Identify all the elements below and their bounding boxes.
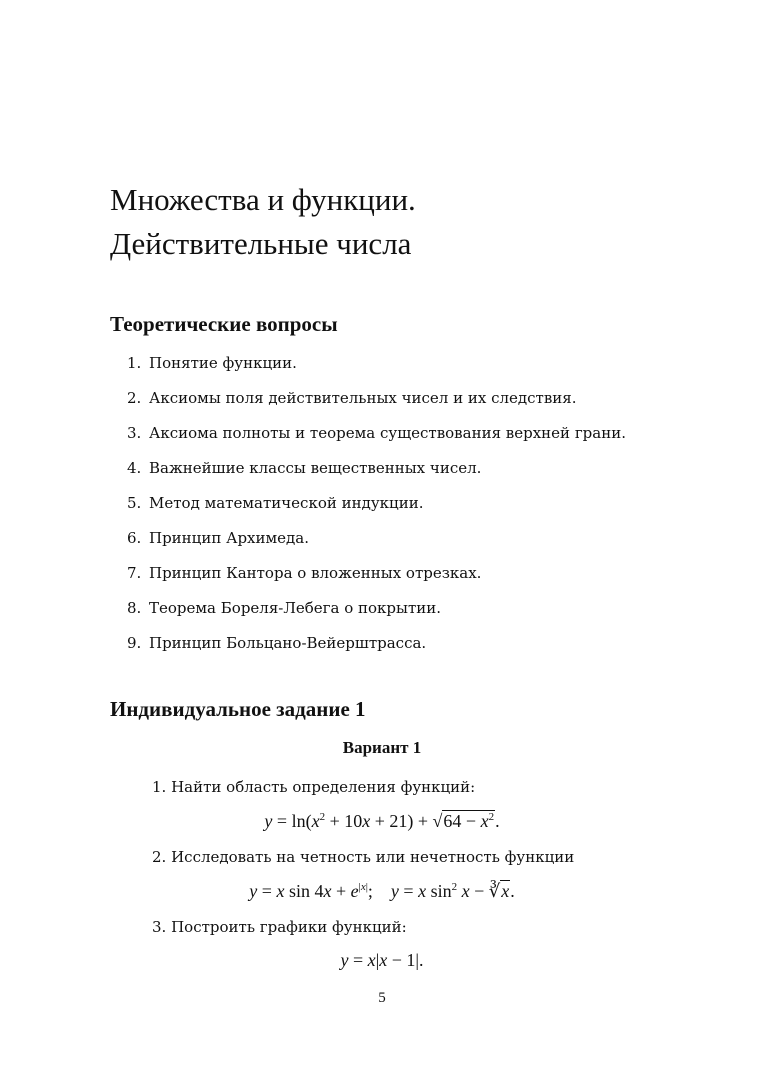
task-2 (152, 846, 574, 868)
list-item (127, 562, 626, 597)
list-item (127, 422, 626, 457)
list-item (127, 352, 626, 387)
list-item (127, 597, 626, 632)
formula-2: y = x $\sin 4x + e^{|x|}$; y = x $\sin^2 x$ − ∛x. (249, 881, 515, 901)
theory-heading: Теоретические вопросы (110, 312, 338, 336)
assignment-heading: Индивидуальное задание 1 (110, 697, 366, 721)
theory-questions-list (127, 352, 626, 667)
task-1 (152, 776, 475, 798)
item-text: Аксиомы поля действительных чисел и их следствия. (149, 389, 577, 407)
chapter-title-line-2: Действительные числа (110, 226, 412, 261)
list-item (127, 387, 626, 422)
item-number: 1. (127, 354, 142, 372)
page-number: 5 (378, 990, 386, 1006)
task-number: 3. (152, 918, 167, 936)
task-number: 2. (152, 848, 167, 866)
task-text: Исследовать на четность или нечетность функции (171, 848, 575, 866)
task-text: Построить графики функций: (171, 918, 407, 936)
list-item (127, 527, 626, 562)
item-text: Метод математической индукции. (149, 494, 424, 512)
item-number: 9. (127, 634, 142, 652)
list-item (127, 632, 626, 667)
task-3 (152, 916, 407, 938)
item-number: 6. (127, 529, 142, 547)
item-number: 8. (127, 599, 142, 617)
item-number: 4. (127, 459, 142, 477)
item-number: 7. (127, 564, 142, 582)
chapter-title-line-1: Множества и функции. (110, 182, 416, 217)
variant-title: Вариант 1 (342, 738, 422, 757)
item-text: Теорема Бореля-Лебега о покрытии. (149, 599, 442, 617)
formula-3: y = x|x − 1|. (340, 950, 424, 970)
item-text: Понятие функции. (149, 354, 297, 372)
task-text: Найти область определения функций: (171, 778, 476, 796)
item-number: 3. (127, 424, 142, 442)
item-text: Важнейшие классы вещественных чисел. (149, 459, 482, 477)
task-number: 1. (152, 778, 167, 796)
list-item (127, 457, 626, 492)
item-number: 5. (127, 494, 142, 512)
item-text: Принцип Архимеда. (149, 529, 309, 547)
item-number: 2. (127, 389, 142, 407)
item-text: Принцип Больцано-Вейерштрасса. (149, 634, 427, 652)
list-item (127, 492, 626, 527)
item-text: Аксиома полноты и теорема существования верхней грани. (149, 424, 626, 442)
formula-1: $y = \ln(x^2 + 10x + 21) + √64 - x^2$. (264, 811, 500, 831)
chapter-title (110, 178, 670, 266)
item-text: Принцип Кантора о вложенных отрезках. (149, 564, 482, 582)
